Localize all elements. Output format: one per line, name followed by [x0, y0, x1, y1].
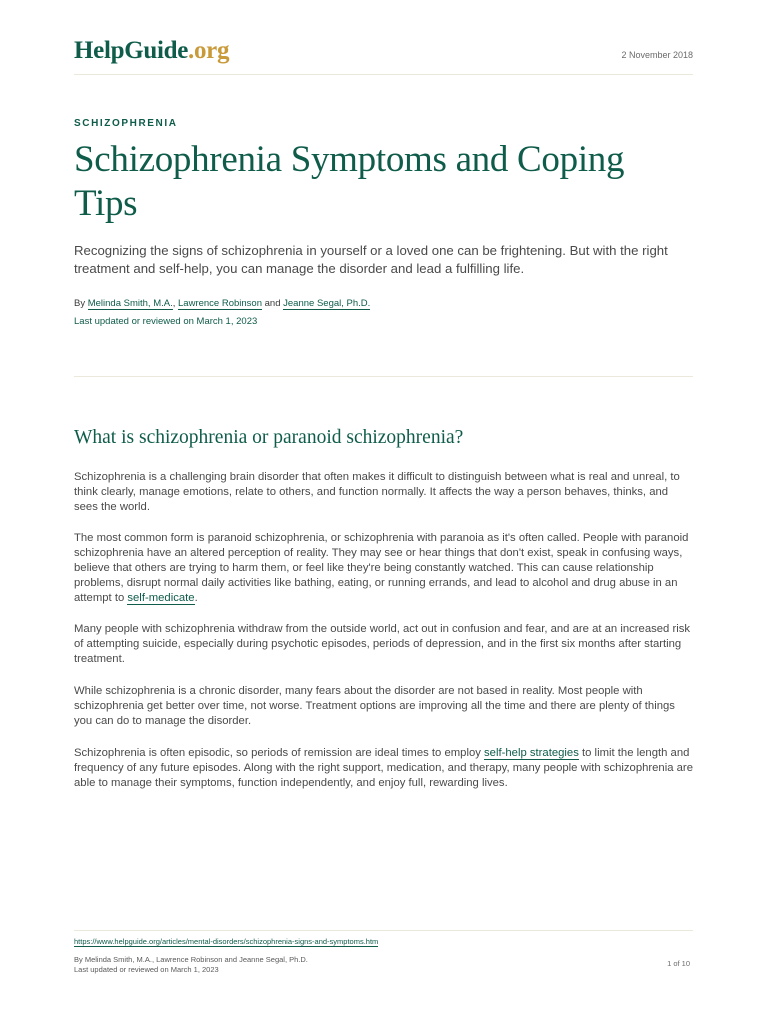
author-link-jeanne-segal[interactable]: Jeanne Segal, Ph.D.	[283, 298, 371, 309]
paragraph-5	[74, 746, 693, 791]
byline-separator: ,	[172, 298, 179, 309]
page-header	[74, 36, 693, 75]
last-updated: Last updated or reviewed on March 1, 2023	[74, 316, 258, 327]
byline	[74, 297, 370, 311]
self-medicate-link[interactable]: self-medicate	[127, 592, 195, 604]
author-link-melinda-smith[interactable]: Melinda Smith, M.A.	[87, 298, 173, 309]
document-page	[74, 0, 693, 1024]
self-help-strategies-link[interactable]: self-help strategies	[484, 747, 579, 759]
logo-suffix: .org	[188, 37, 230, 64]
author-link-lawrence-robinson[interactable]: Lawrence Robinson	[178, 298, 262, 309]
logo-main: HelpGuide	[74, 37, 188, 64]
header-date: 2 November 2018	[621, 50, 693, 60]
footer-last-updated: Last updated or reviewed on March 1, 2023	[74, 965, 219, 974]
section-heading: What is schizophrenia or paranoid schizophrenia?	[74, 427, 464, 448]
byline-separator: and	[262, 298, 284, 309]
paragraph-3: Many people with schizophrenia withdraw from the outside world, act out in confusion and fear, and are at an increased risk of attempting suicide, especially during psychotic episodes, periods of depression, and in the first six months after starting treatment.	[74, 623, 691, 665]
footer-byline: By Melinda Smith, M.A., Lawrence Robinson and Jeanne Segal, Ph.D.	[74, 955, 308, 964]
paragraph-2-text: The most common form is paranoid schizophrenia, or schizophrenia with paranoia as it's often called. People with paranoid schizophrenia have an altered perception of reality. They may see or hear things that don't exist, speak in confusing ways, believe that others are trying to harm them, or feel like they're being constantly watched. This can cause relationship problems, disrupt normal daily activities like bathing, eating, or running errands, and lead to alcohol and drug abuse in an attempt to	[74, 532, 689, 604]
paragraph-4: While schizophrenia is a chronic disorder, many fears about the disorder are not based in reality. Most people with schizophrenia get better over time, not worse. Treatment options are improving all the time and there are plenty of things you can do to manage the disorder.	[74, 685, 675, 727]
category-label: SCHIZOPHRENIA	[74, 118, 178, 129]
helpguide-logo[interactable]	[74, 36, 229, 66]
page-title: Schizophrenia Symptoms and Coping Tips	[74, 139, 625, 224]
paragraph-5-end: to limit the length and frequency of any future episodes. Along with the right support, medication, and therapy, many people with schizophrenia are able to manage their symptoms, function independently, and enjoy full, rewarding lives.	[74, 747, 693, 789]
paragraph-2-end: .	[194, 592, 198, 604]
footer-divider	[74, 930, 693, 931]
footer-url-link[interactable]: https://www.helpguide.org/articles/mental-disorders/schizophrenia-signs-and-symptoms.htm	[74, 937, 379, 946]
paragraph-1: Schizophrenia is a challenging brain disorder that often makes it difficult to distinguish between what is real and unreal, to think clearly, manage emotions, relate to others, and function normally. It affects the way a person behaves, thinks, and sees the world.	[74, 471, 680, 513]
paragraph-2	[74, 531, 693, 606]
section-divider	[74, 376, 693, 377]
page-number: 1 of 10	[667, 959, 690, 968]
paragraph-5-text: Schizophrenia is often episodic, so periods of remission are ideal times to employ	[74, 747, 485, 759]
footer-url	[74, 937, 378, 947]
article-lede: Recognizing the signs of schizophrenia in yourself or a loved one can be frightening. But with the right treatment and self-help, you can manage the disorder and lead a fulfilling life.	[74, 243, 668, 276]
byline-prefix: By	[74, 298, 88, 309]
